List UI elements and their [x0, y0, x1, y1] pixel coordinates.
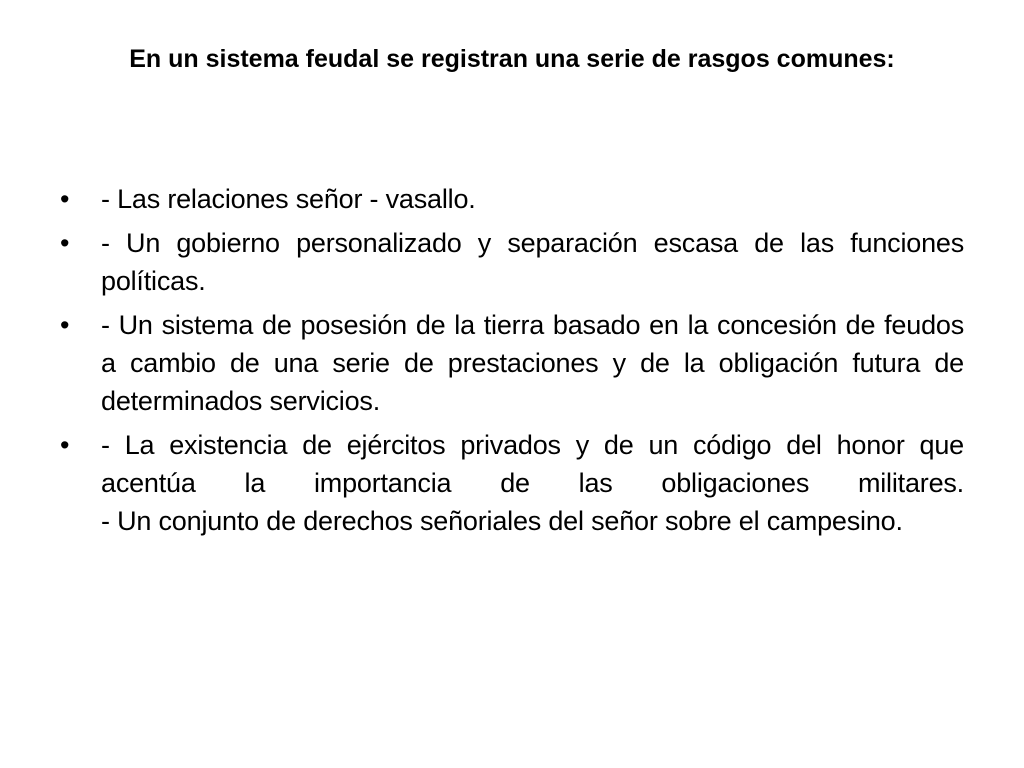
bullet-text: - Un sistema de posesión de la tierra basado en la concesión de feudos a cambio de una serie de prestaciones y de la obligación futura de determinados servicios.	[101, 310, 964, 416]
bullet-continuation-text: - Un conjunto de derechos señoriales del señor sobre el campesino.	[101, 506, 903, 536]
slide-title: En un sistema feudal se registran una serie de rasgos comunes:	[129, 45, 895, 73]
bullet-list	[60, 180, 964, 546]
bullet-text: - La existencia de ejércitos privados y de un código del honor que acentúa la importancia de las obligaciones militares.	[101, 430, 964, 498]
bullet-text-wrapper	[101, 426, 964, 540]
bullet-icon: •	[60, 228, 70, 258]
bullet-icon: •	[60, 430, 70, 460]
bullet-item	[60, 426, 964, 540]
bullet-item	[60, 306, 964, 420]
bullet-text: - Un gobierno personalizado y separación escasa de las funciones políticas.	[101, 228, 964, 296]
bullet-item	[60, 224, 964, 300]
bullet-item	[60, 180, 964, 218]
bullet-icon: •	[60, 310, 70, 340]
bullet-text: - Las relaciones señor - vasallo.	[101, 184, 476, 214]
bullet-icon: •	[60, 184, 70, 214]
